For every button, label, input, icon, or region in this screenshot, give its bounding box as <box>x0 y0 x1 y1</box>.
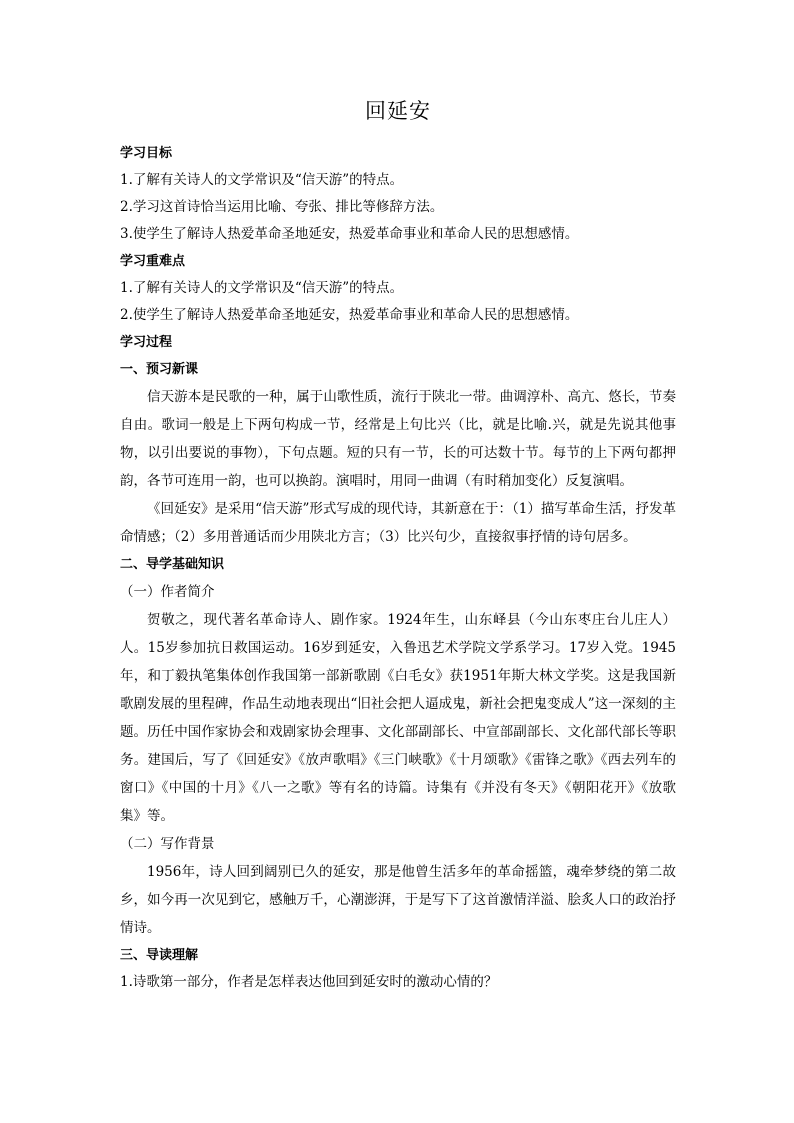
goal-item: 3.使学生了解诗人热爱革命圣地延安，热爱革命事业和革命人民的思想感情。 <box>120 226 579 242</box>
document-body <box>120 96 676 996</box>
question-1: 1.诗歌第一部分，作者是怎样表达他回到延安时的激动心情的？ <box>120 974 498 990</box>
section-1-paragraph: 信天游本是民歌的一种，属于山歌性质，流行于陕北一带。曲调淳朴、高亢、悠长，节奏自由。歌词一般是上下两句构成一节，经常是上句比兴（比，就是比喻.兴，就是先说其他事物，以引出要说的事物），下句点题。短的只有一节，长的可达数十节。每节的上下两句都押韵，各节可连用一韵，也可以换韵。演唱时，用同一曲调（有时稍加变化）反复演唱。 <box>120 389 676 489</box>
page-title: 回延安 <box>365 99 431 123</box>
section-2-heading: 二、导学基础知识 <box>120 557 225 572</box>
key-item: 2.使学生了解诗人热爱革命圣地延安，热爱革命事业和革命人民的思想感情。 <box>120 307 579 323</box>
background-paragraph: 1956年，诗人回到阔别已久的延安，那是他曾生活多年的革命摇篮，魂牵梦绕的第二故乡，如今再一次见到它，感触万千，心潮澎湃，于是写下了这首激情洋溢、脍炙人口的政治抒情诗。 <box>120 864 676 936</box>
author-subheading: （一）作者简介 <box>120 584 215 600</box>
section-1-heading: 一、预习新课 <box>120 362 199 377</box>
goal-item: 2.学习这首诗恰当运用比喻、夸张、排比等修辞方法。 <box>120 199 444 215</box>
author-paragraph: 贺敬之，现代著名革命诗人、剧作家。1924年生，山东峄县（今山东枣庄台儿庄人）人。15岁参加抗日救国运动。16岁到延安，入鲁迅艺术学院文学系学习。17岁入党。1945年，和丁毅执笔集体创作我国第一部新歌剧《白毛女》获1951年斯大林文学奖。这是我国新歌剧发展的里程碑，作品生动地表现出“旧社会把人逼成鬼，新社会把鬼变成人”这一深刻的主题。历任中国作家协会和戏剧家协会理事、文化部副部长、中宣部副部长、文化部代部长等职务。建国后，写了《回延安》《放声歌唱》《三门峡歌》《十月颂歌》《雷锋之歌》《西去列车的窗口》《中国的十月》《八一之歌》等有名的诗篇。诗集有《并没有冬天》《朝阳花开》《放歌集》等。 <box>120 612 676 824</box>
section-3-heading: 三、导读理解 <box>120 948 199 963</box>
process-heading: 学习过程 <box>120 335 173 350</box>
key-item: 1.了解有关诗人的文学常识及“信天游”的特点。 <box>120 280 404 296</box>
keys-heading: 学习重难点 <box>120 254 186 269</box>
background-subheading: （二）写作背景 <box>120 836 215 852</box>
goal-item: 1.了解有关诗人的文学常识及“信天游”的特点。 <box>120 172 404 188</box>
section-1-paragraph: 《回延安》是采用“信天游”形式写成的现代诗，其新意在于：（1）描写革命生活，抒发革命情感；（2）多用普通话而少用陕北方言；（3）比兴句少，直接叙事抒情的诗句居多。 <box>120 501 676 545</box>
goals-heading: 学习目标 <box>120 146 173 161</box>
